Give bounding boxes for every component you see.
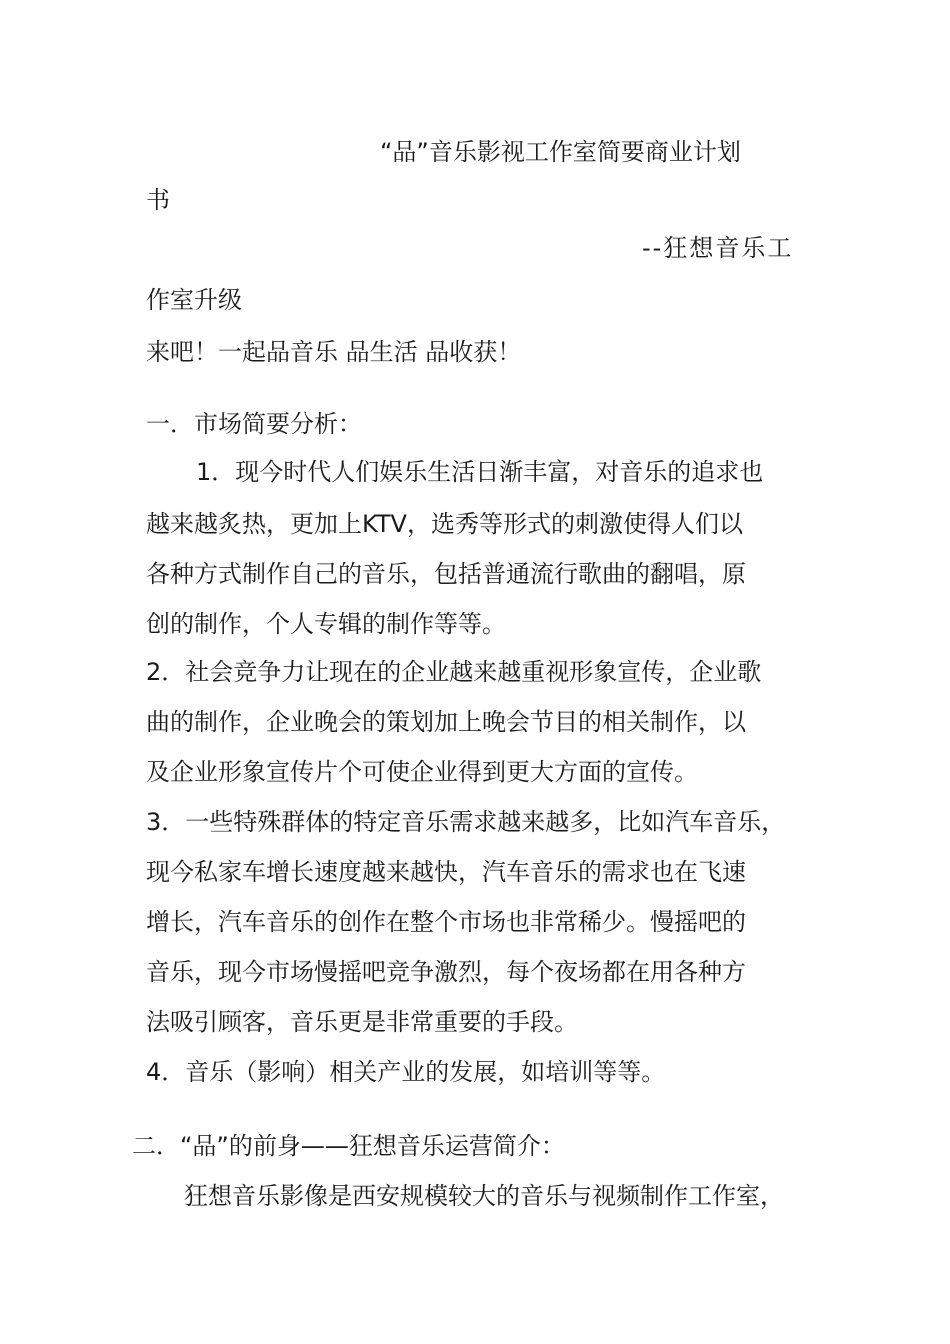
slogan: 来吧！一起品音乐 品生活 品收获！ [146, 338, 522, 366]
section1-item4-line: 4．音乐（影响）相关产业的发展，如培训等等。 [146, 1058, 666, 1086]
document-subtitle: --狂想音乐工 [642, 234, 794, 262]
section1-item3-line: 增长，汽车音乐的创作在整个市场也非常稀少。慢摇吧的 [146, 908, 746, 936]
section1-item2-line: 2．社会竞争力让现在的企业越来越重视形象宣传，企业歌 [146, 658, 762, 686]
section1-item3-line: 音乐，现今市场慢摇吧竞争激烈，每个夜场都在用各种方 [146, 958, 746, 986]
section1-item1-line: 1．现今时代人们娱乐生活日渐丰富，对音乐的追求也 [196, 458, 764, 486]
document-title: “品”音乐影视工作室简要商业计划 [380, 138, 741, 166]
section1-heading: 一．市场简要分析： [146, 410, 362, 438]
document-subtitle-continued: 作室升级 [146, 286, 242, 314]
section1-item3-line: 3．一些特殊群体的特定音乐需求越来越多，比如汽车音乐， [146, 808, 786, 836]
section1-item1-line: 越来越炙热，更加上KTV，选秀等形式的刺激使得人们以 [146, 510, 743, 538]
section1-item3-line: 法吸引顾客，音乐更是非常重要的手段。 [146, 1008, 578, 1036]
section2-heading: 二．“品”的前身——狂想音乐运营简介： [132, 1132, 565, 1160]
section1-item2-line: 曲的制作，企业晚会的策划加上晚会节目的相关制作，以 [146, 708, 746, 736]
document-title-continued: 书 [146, 186, 170, 214]
section1-item1-line: 创的制作，个人专辑的制作等等。 [146, 610, 506, 638]
section1-item1-line: 各种方式制作自己的音乐，包括普通流行歌曲的翻唱，原 [146, 560, 746, 588]
section1-item2-line: 及企业形象宣传片个可使企业得到更大方面的宣传。 [146, 758, 698, 786]
section1-item3-line: 现今私家车增长速度越来越快，汽车音乐的需求也在飞速 [146, 858, 746, 886]
section2-intro-line: 狂想音乐影像是西安规模较大的音乐与视频制作工作室， [184, 1182, 784, 1210]
